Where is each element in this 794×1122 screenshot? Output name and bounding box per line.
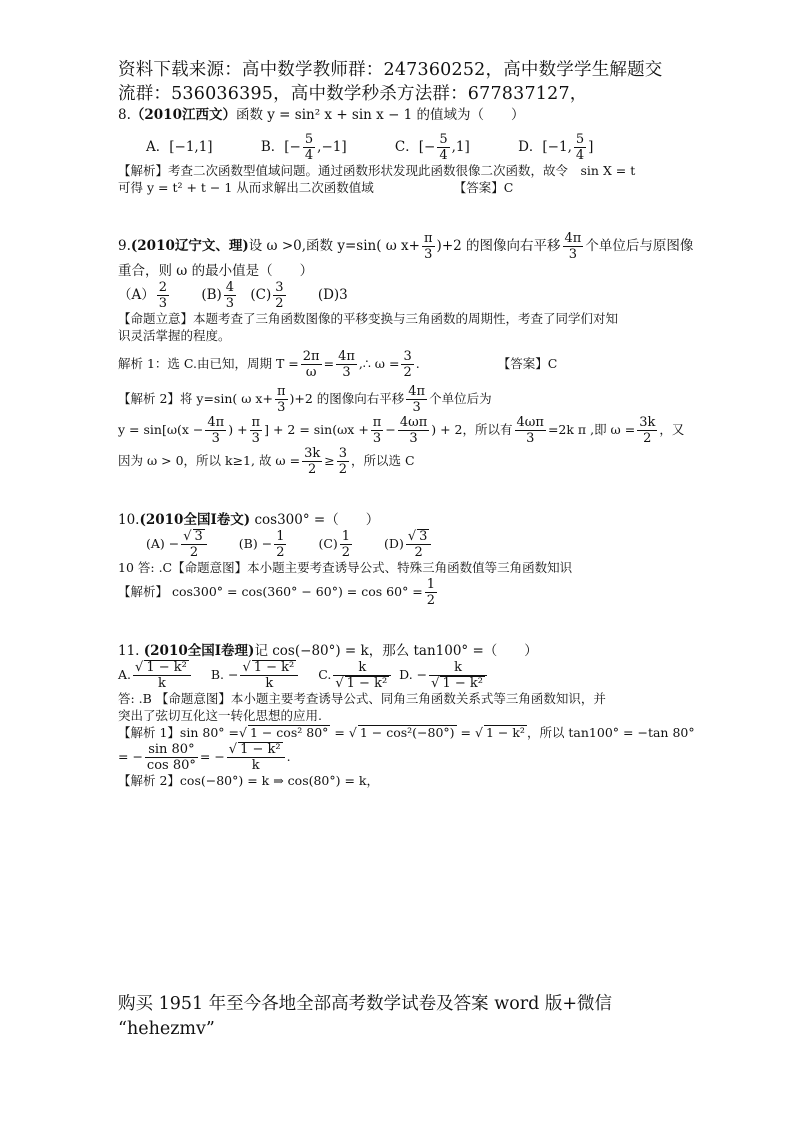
q11-option-c: C. k √ 1 − k² (318, 660, 393, 691)
q9-answer: 【答案】C (497, 355, 558, 371)
q11-solution-1-cont: = − $\frac{\sin 80^\circ}{\cos 80^\circ}$ = − √ $\frac{\text{1 − k²}}{k}$ . (118, 742, 678, 773)
q11-stem: 11. (2010全国Ⅰ卷理)记 cos(−80°) = k，那么 tan100° =（ ） (118, 643, 538, 660)
q8-answer: 【答案】C (453, 180, 514, 196)
question-11 (118, 642, 695, 790)
q9-stem-2: 重合，则 ω 的最小值是（ ） (118, 262, 314, 279)
q9-option-a: （A） $\frac{2}{3}$ (118, 280, 168, 312)
q8-analysis-2: 可得 y = t² + t − 1 从而求解出二次函数值域 【答案】C (118, 180, 514, 196)
q10-stem: 10.(2010全国Ⅰ卷文) cos300° =（ ） (118, 511, 380, 528)
q8-stem: 8.（2010江西文）函数 y = sin² x + sin x − 1 的值域为（ ） (118, 107, 525, 123)
q8-option-b: B．[− $\frac{5}{4}$ ,−1] (260, 132, 347, 164)
footer-line-2: “hehezmv” (118, 1019, 215, 1039)
q11-solution-1: 【解析 1】sin 80° =√ 1 − cos² 80° = √ 1 − cos²(−80°) = √ 1 − k² ，所以 tan100° = −tan 80° (118, 725, 678, 742)
q8-options (118, 132, 678, 163)
q9-stem: 9.(2010辽宁文、理)设 ω >0,函数 y=sin( ω x+ $\frac{\pi}{3}$ )+2 的图像向右平移 $\frac{4\pi}{3}$ 个单位后与原图像 (118, 230, 694, 262)
q9-intent-2: 识灵活掌握的程度。 (118, 328, 231, 344)
footer-line-1: 购买 1951 年至今各地全部高考数学试卷及答案 word 版+微信 (118, 994, 613, 1014)
question-10 (118, 511, 678, 608)
purchase-footer (118, 992, 678, 1042)
q8-option-c: C．[− $\frac{5}{4}$ ,1] (394, 132, 470, 164)
q10-option-a: (A) − √ $\frac{3}{2}$ (146, 529, 209, 560)
q9-option-c: (C) $\frac{3}{2}$ (250, 280, 284, 312)
question-8 (118, 106, 678, 197)
q10-analysis: 【解析】 cos300° = cos(360° − 60°) = cos 60° = $\frac{1}{2}$ (118, 577, 436, 609)
q9-option-d: (D)3 (317, 287, 348, 304)
q9-solution-2: 【解析 2】将 y=sin( ω x+ $\frac{\pi}{3}$ )+2 的图像向右平移 $\frac{4\pi}{3}$ 个单位后为 (118, 383, 492, 415)
q9-solution-2-eq: y = sin[ω(x − $\frac{4\pi}{3}$ ) + $\frac{\pi}{3}$ ] + 2 = sin(ωx + $\frac{\pi}{3}$ − $\frac{4\omega\pi}{3}$ ) + 2，所以有 $\frac{4\omega\pi}{3}$ =2k π ,即 ω = $\frac{3k}{2}$ ，又 (118, 414, 685, 446)
q9-option-b: (B) $\frac{4}{3}$ (201, 280, 235, 312)
source-header (118, 58, 678, 106)
q10-options (118, 529, 678, 560)
q11-answer-1: 答: .B 【命题意图】本小题主要考查诱导公式、同角三角函数关系式等三角函数知识，并 (118, 691, 606, 707)
q8-option-a: A．[−1,1] (146, 139, 213, 156)
q10-option-b: (B) − $\frac{1}{2}$ (238, 529, 285, 561)
q9-options (118, 280, 678, 311)
q11-option-a: A. √ $\frac{\text{1 − k²}}{k}$ (118, 660, 193, 691)
question-9 (118, 230, 694, 477)
q10-answer: 10 答: .C【命题意图】本小题主要考查诱导公式、特殊三角函数值等三角函数知识 (118, 560, 573, 576)
q8-option-d: D．[−1, $\frac{5}{4}$ ] (518, 132, 594, 164)
q8-analysis-1: 【解析】考查二次函数型值域问题。通过函数形状发现此函数很像二次函数，故令 sin X = t (118, 163, 636, 179)
q11-options (118, 660, 678, 691)
q10-option-c: (C) $\frac{1}{2}$ (318, 529, 351, 561)
q11-option-d: D. − k √ 1 − k² (399, 660, 489, 691)
document-body (118, 58, 695, 790)
q9-intent-1: 【命题立意】本题考查了三角函数图像的平移变换与三角函数的周期性，考查了同学们对知 (118, 311, 619, 327)
header-line-2: 流群：536036395，高中数学秒杀方法群：677837127， (118, 84, 588, 104)
q11-solution-2: 【解析 2】cos(−80°) = k ⇒ cos(80°) = k， (118, 772, 380, 788)
q9-solution-2-end: 因为 ω > 0，所以 k≥1, 故 ω = $\frac{3k}{2}$ ≥ $\frac{3}{2}$ ，所以选 C (118, 445, 415, 477)
header-line-1: 资料下载来源：高中数学教师群：247360252，高中数学学生解题交 (118, 60, 663, 80)
q10-option-d: (D) √ $\frac{3}{2}$ (384, 529, 433, 560)
q9-solution-1: 解析 1：选 C.由已知，周期 T = $\frac{2\pi}{\omega}$ = $\frac{4\pi}{3}$ ,∴ ω = $\frac{3}{2}$ . 【答案】C (118, 348, 558, 380)
q11-option-b: B. − √ $\frac{\text{1 − k²}}{k}$ (211, 660, 300, 691)
q11-answer-2: 突出了弦切互化这一转化思想的应用. (118, 708, 322, 724)
